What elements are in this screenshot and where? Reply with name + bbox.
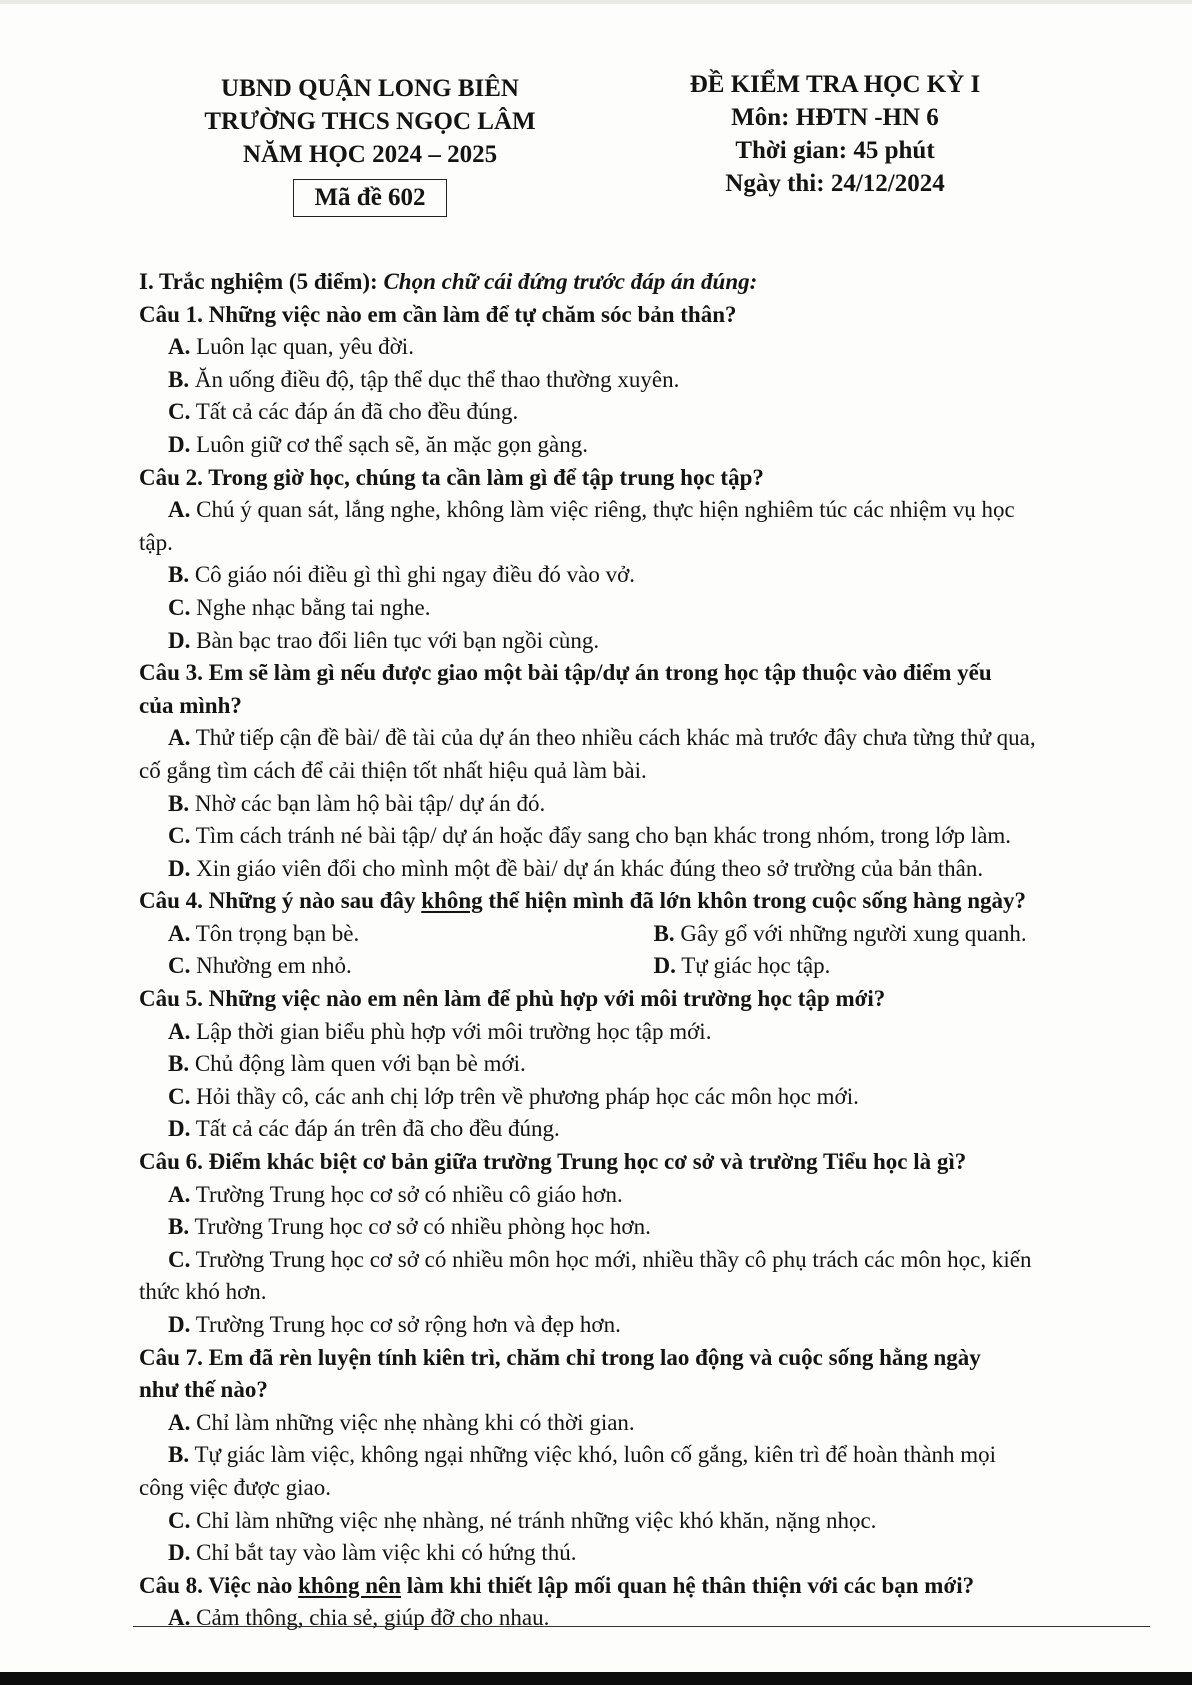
exam-title: ĐỀ KIỂM TRA HỌC KỲ I: [689, 71, 981, 98]
question-5: Câu 5. Những việc nào em nên làm để phù hợp với môi trường học tập mới?: [139, 986, 886, 1012]
option-5b: B. Chủ động làm quen với bạn bè mới.: [168, 1051, 526, 1077]
option-7c: C. Chỉ làm những việc nhẹ nhàng, né tránh những việc khó khăn, nặng nhọc.: [168, 1507, 877, 1533]
option-6c: C. Trường Trung học cơ sở có nhiều môn học mới, nhiều thầy cô phụ trách các môn học, kiến: [168, 1246, 1032, 1272]
option-5c: C. Hỏi thầy cô, các anh chị lớp trên về phương pháp học các môn học mới.: [168, 1083, 859, 1109]
option-5a: A. Lập thời gian biểu phù hợp với môi trường học tập mới.: [168, 1018, 712, 1044]
section-label: I. Trắc nghiệm (5 điểm):: [139, 269, 378, 294]
exam-content: [139, 266, 1139, 1635]
exam-subject: Môn: HĐTN -HN 6: [731, 104, 939, 131]
option-3b: B. Nhờ các bạn làm hộ bài tập/ dự án đó.: [168, 790, 546, 816]
exam-duration: Thời gian: 45 phút: [735, 137, 935, 164]
question-8: Câu 8. Việc nào không nên làm khi thiết lập mối quan hệ thân thiện với các bạn mới?: [139, 1572, 975, 1598]
exam-code-box: Mã đề 602: [293, 179, 446, 217]
option-3a: A. Thử tiếp cận đề bài/ đề tài của dự án theo nhiều cách khác mà trước đây chưa từng thử qua,: [168, 725, 1036, 751]
option-7d: D. Chỉ bắt tay vào làm việc khi có hứng thú.: [168, 1540, 577, 1566]
option-4c: C. Nhường em nhỏ.: [168, 953, 352, 979]
option-1c: C. Tất cả các đáp án đã cho đều đúng.: [168, 399, 519, 425]
emphasis-underline: không nên: [298, 1572, 402, 1598]
option-7b: B. Tự giác làm việc, không ngại những việc khó, luôn cố gắng, kiên trì để hoàn thành mọi: [168, 1442, 997, 1468]
question-7: Câu 7. Em đã rèn luyện tính kiên trì, chăm chỉ trong lao động và cuộc sống hằng ngày: [139, 1344, 981, 1370]
school-name: TRƯỜNG THCS NGỌC LÂM: [204, 108, 536, 135]
option-6c-continued: thức khó hơn.: [139, 1279, 267, 1305]
option-row-4ab: [139, 918, 1139, 951]
question-2: Câu 2. Trong giờ học, chúng ta cần làm gì để tập trung học tập?: [139, 464, 764, 490]
emphasis-underline: không: [421, 888, 483, 914]
option-3c: C. Tìm cách tránh né bài tập/ dự án hoặc đẩy sang cho bạn khác trong nhóm, trong lớp làm.: [168, 823, 1012, 849]
option-row-4cd: [139, 950, 1139, 983]
scan-border-bottom: [0, 1672, 1192, 1685]
question-1: Câu 1. Những việc nào em cần làm để tự chăm sóc bản thân?: [139, 301, 737, 327]
option-2a-continued: tập.: [139, 529, 173, 555]
option-7b-continued: công việc được giao.: [139, 1474, 331, 1500]
question-7-continued: như thế nào?: [139, 1377, 268, 1403]
school-header: [180, 72, 560, 217]
option-1d: D. Luôn giữ cơ thể sạch sẽ, ăn mặc gọn gàng.: [168, 431, 589, 457]
option-2b: B. Cô giáo nói điều gì thì ghi ngay điều đó vào vở.: [168, 562, 636, 588]
section-instruction: Chọn chữ cái đứng trước đáp án đúng:: [383, 269, 758, 294]
option-3d: D. Xin giáo viên đổi cho mình một đề bài/ dự án khác đúng theo sở trường của bản thân.: [168, 855, 984, 881]
question-3: Câu 3. Em sẽ làm gì nếu được giao một bài tập/dự án trong học tập thuộc vào điểm yếu: [139, 660, 992, 686]
option-4d: D. Tự giác học tập.: [653, 953, 831, 979]
option-1a: A. Luôn lạc quan, yêu đời.: [168, 334, 414, 360]
option-3a-continued: cố gắng tìm cách để cải thiện tốt nhất hiệu quả làm bài.: [139, 757, 647, 783]
option-7a: A. Chỉ làm những việc nhẹ nhàng khi có thời gian.: [168, 1409, 635, 1435]
page-bottom-rule: [133, 1626, 1150, 1627]
scan-border-top: [0, 0, 1192, 4]
section-heading: [139, 266, 1139, 299]
option-1b: B. Ăn uống điều độ, tập thể dục thể thao thường xuyên.: [168, 366, 680, 392]
question-6: Câu 6. Điểm khác biệt cơ bản giữa trường Trung học cơ sở và trường Tiểu học là gì?: [139, 1149, 967, 1175]
option-5d: D. Tất cả các đáp án trên đã cho đều đúng.: [168, 1116, 560, 1142]
option-4a: A. Tôn trọng bạn bè.: [168, 920, 360, 946]
option-4b: B. Gây gổ với những người xung quanh.: [653, 920, 1027, 946]
option-6a: A. Trường Trung học cơ sở có nhiều cô giáo hơn.: [168, 1181, 623, 1207]
question-4: Câu 4. Những ý nào sau đây không thể hiện mình đã lớn khôn trong cuộc sống hàng ngày?: [139, 888, 1026, 914]
exam-date: Ngày thi: 24/12/2024: [725, 170, 945, 197]
option-8a: A. Cảm thông, chia sẻ, giúp đỡ cho nhau.: [168, 1605, 550, 1631]
exam-header: [665, 68, 1005, 200]
option-6b: B. Trường Trung học cơ sở có nhiều phòng học hơn.: [168, 1214, 651, 1240]
question-3-continued: của mình?: [139, 692, 242, 718]
district-name: UBND QUẬN LONG BIÊN: [221, 75, 519, 102]
option-6d: D. Trường Trung học cơ sở rộng hơn và đẹp hơn.: [168, 1312, 621, 1337]
option-2c: C. Nghe nhạc bằng tai nghe.: [168, 594, 431, 620]
school-year: NĂM HỌC 2024 – 2025: [242, 141, 498, 168]
option-2a: A. Chú ý quan sát, lắng nghe, không làm việc riêng, thực hiện nghiêm túc các nhiệm vụ học: [168, 497, 1015, 523]
option-2d: D. Bàn bạc trao đổi liên tục với bạn ngồi cùng.: [168, 627, 600, 653]
